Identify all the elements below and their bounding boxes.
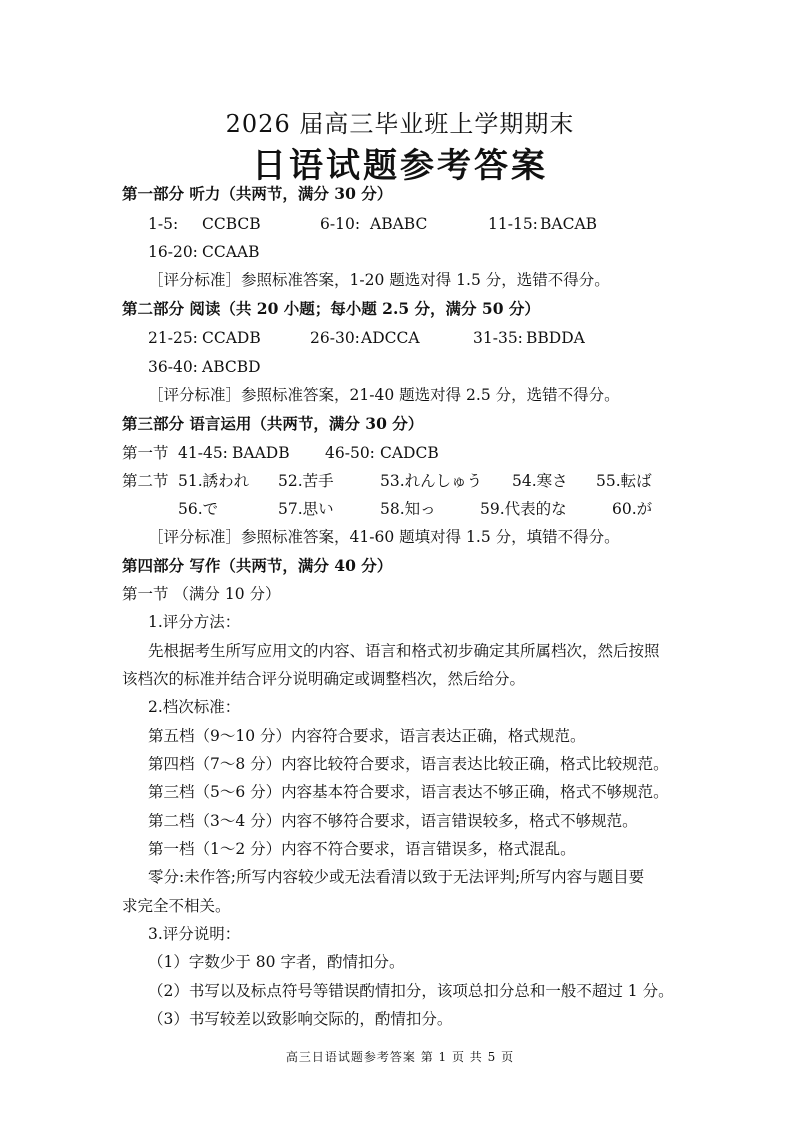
answer-value: ABABC	[370, 215, 428, 233]
fill-answer: 52.苦手	[278, 472, 334, 490]
answer-value: CCADB	[202, 329, 261, 347]
part2-heading: 第二部分 阅读（共 20 小题；每小题 2.5 分，满分 50 分）	[122, 299, 540, 318]
answer-range: 31-35:	[473, 329, 523, 347]
method-text: 先根据考生所写应用文的内容、语言和格式初步确定其所属档次，然后按照	[148, 642, 660, 660]
fill-answer: 59.代表的な	[480, 500, 567, 518]
fill-answer: 55.転ば	[596, 472, 652, 490]
answer-value: ABCBD	[202, 358, 261, 376]
grade-item: 第二档（3～4 分）内容不够符合要求，语言错误较多，格式不够规范。	[148, 812, 638, 830]
answer-range: 41-45:	[178, 444, 228, 462]
note-item: （2）书写以及标点符号等错误酌情扣分，该项总扣分总和一般不超过 1 分。	[148, 982, 674, 1000]
part1-scoring: ［评分标准］参照标准答案，1-20 题选对得 1.5 分，选错不得分。	[148, 271, 610, 289]
answer-range: 46-50:	[325, 444, 375, 462]
fill-answer: 56.で	[178, 500, 219, 518]
answer-value: ADCCA	[361, 329, 420, 347]
answer-range: 11-15:	[488, 215, 538, 233]
document-title-line1: 2026 届高三毕业班上学期期末	[225, 110, 575, 138]
document-title-line2: 日语试题参考答案	[252, 146, 548, 186]
page-footer: 高三日语试题参考答案 第 1 页 共 5 页	[285, 1050, 515, 1064]
notes-title: 3.评分说明：	[148, 925, 241, 943]
method-title: 1.评分方法：	[148, 613, 241, 631]
answer-range: 6-10:	[320, 215, 361, 233]
note-item: （1）字数少于 80 字者，酌情扣分。	[148, 953, 405, 971]
answer-range: 1-5:	[148, 215, 179, 233]
zero-score-text: 求完全不相关。	[122, 897, 231, 915]
fill-answer: 60.が	[612, 500, 653, 518]
grades-title: 2.档次标准：	[148, 698, 241, 716]
answer-value: BACAB	[540, 215, 598, 233]
grade-item: 第四档（7～8 分）内容比较符合要求，语言表达比较正确，格式比较规范。	[148, 755, 669, 773]
fill-answer: 51.誘われ	[178, 472, 250, 490]
answer-range: 21-25:	[148, 329, 198, 347]
zero-score-text: 零分:未作答;所写内容较少或无法看清以致于无法评判;所写内容与题目要	[148, 868, 645, 886]
answer-value: BBDDA	[526, 329, 585, 347]
section-label: 第一节	[122, 444, 169, 462]
answer-value: CCBCB	[202, 215, 261, 233]
section-label: 第一节 （满分 10 分）	[122, 585, 281, 603]
answer-value: BAADB	[232, 444, 290, 462]
grade-item: 第五档（9～10 分）内容符合要求，语言表达正确，格式规范。	[148, 727, 586, 745]
part4-heading: 第四部分 写作（共两节，满分 40 分）	[122, 556, 393, 575]
answer-range: 16-20:	[148, 243, 198, 261]
fill-answer: 57.思い	[278, 500, 334, 518]
part1-heading: 第一部分 听力（共两节，满分 30 分）	[122, 184, 393, 203]
part3-heading: 第三部分 语言运用（共两节，满分 30 分）	[122, 414, 424, 433]
grade-item: 第三档（5～6 分）内容基本符合要求，语言表达不够正确，格式不够规范。	[148, 783, 669, 801]
fill-answer: 53.れんしゅう	[380, 472, 483, 490]
part3-scoring: ［评分标准］参照标准答案，41-60 题填对得 1.5 分，填错不得分。	[148, 528, 620, 546]
answer-value: CADCB	[380, 444, 439, 462]
method-text: 该档次的标准并结合评分说明确定或调整档次，然后给分。	[122, 670, 526, 688]
answer-range: 36-40:	[148, 358, 198, 376]
answer-value: CCAAB	[202, 243, 260, 261]
section-label: 第二节	[122, 472, 169, 490]
part2-scoring: ［评分标准］参照标准答案，21-40 题选对得 2.5 分，选错不得分。	[148, 386, 620, 404]
note-item: （3）书写较差以致影响交际的，酌情扣分。	[148, 1010, 453, 1028]
fill-answer: 58.知っ	[380, 500, 436, 518]
fill-answer: 54.寒さ	[512, 472, 568, 490]
answer-range: 26-30:	[310, 329, 360, 347]
grade-item: 第一档（1～2 分）内容不符合要求，语言错误多，格式混乱。	[148, 840, 576, 858]
